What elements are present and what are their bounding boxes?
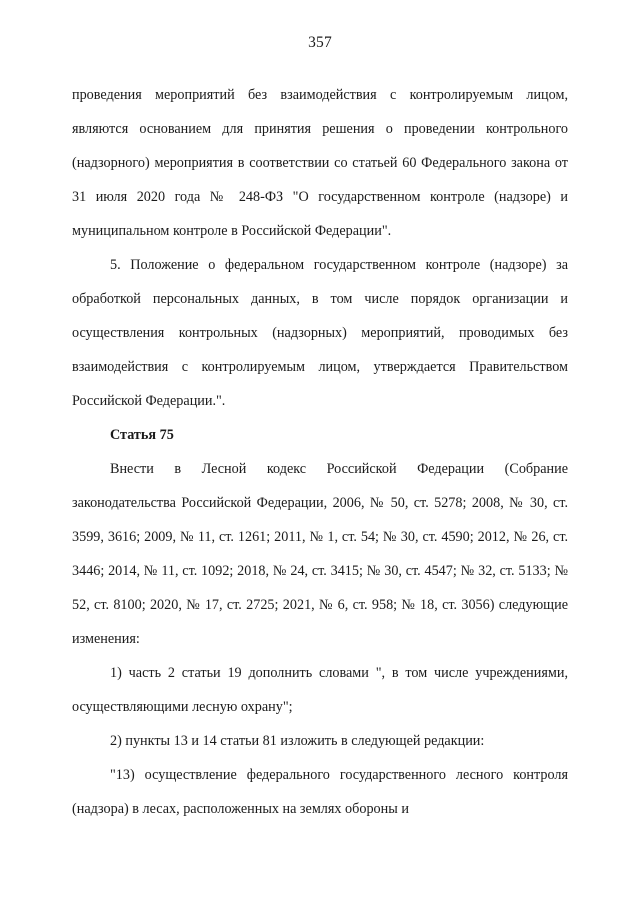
paragraph-1: проведения мероприятий без взаимодействия с контролируемым лицом, являются основанием для принятия решения о проведении контрольного (надзорного) мероприятия в соответствии со статьей 60 Федерального закона от 31 июля 2020 года № 248-ФЗ "О государственном контроле (надзоре) и муниципальном контроле в Российской Федерации". — [72, 87, 568, 239]
article-heading: Статья 75 — [110, 427, 174, 443]
page-number: 357 — [308, 34, 332, 51]
paragraph-2: 5. Положение о федеральном государственном контроле (надзоре) за обработкой персональных данных, в том числе порядок организации и осуществления контрольных (надзорных) мероприятий, проводимых без взаимодействия с контролируемым лицом, утверждается Правительством Российской Федерации.". — [72, 257, 568, 409]
paragraph-5: 1) часть 2 статьи 19 дополнить словами ", в том числе учреждениями, осуществляющими лесную охрану"; — [72, 665, 568, 715]
paragraph-6: 2) пункты 13 и 14 статьи 81 изложить в следующей редакции: — [110, 733, 485, 749]
document-body — [72, 78, 568, 826]
paragraph-4: Внести в Лесной кодекс Российской Федерации (Собрание законодательства Российской Федерации, 2006, № 50, ст. 5278; 2008, № 30, ст. 3599, 3616; 2009, № 11, ст. 1261; 2011, № 1, ст. 54; № 30, ст. 4590; 2012, № 26, ст. 3446; 2014, № 11, ст. 1092; 2018, № 24, ст. 3415; № 30, ст. 4547; № 32, ст. 5133; № 52, ст. 8100; 2020, № 17, ст. 2725; 2021, № 6, ст. 958; № 18, ст. 3056) следующие изменения: — [72, 461, 568, 647]
paragraph-7: "13) осуществление федерального государственного лесного контроля (надзора) в лесах, расположенных на землях обороны и — [72, 767, 568, 817]
